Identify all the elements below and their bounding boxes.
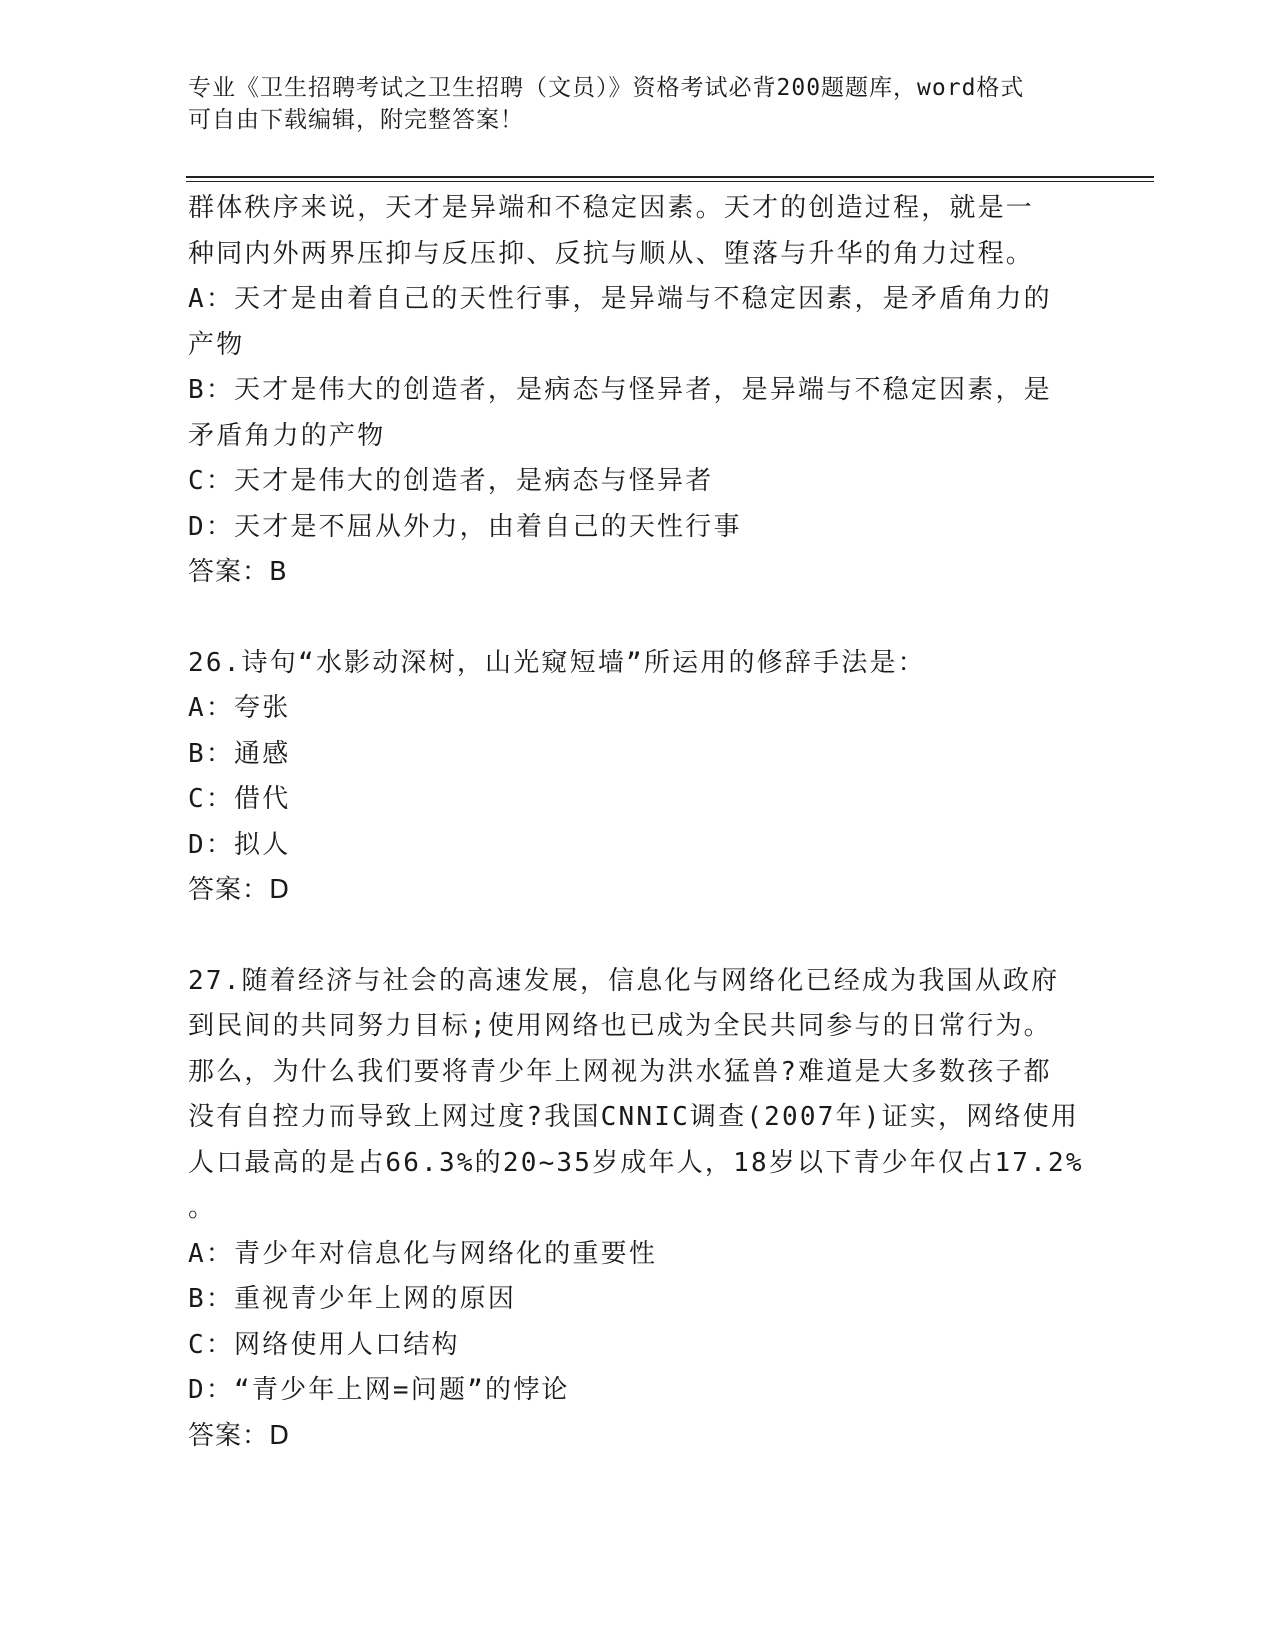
answer: 答案：D <box>188 875 291 905</box>
option-d: D：“青少年上网=问题”的悖论 <box>188 1375 570 1405</box>
option-a: A：天才是由着自己的天性行事，是异端与不稳定因素，是矛盾角力的 <box>188 284 1052 314</box>
option-b: B：天才是伟大的创造者，是病态与怪异者，是异端与不稳定因素，是 <box>188 375 1052 405</box>
question-stem-line: 种同内外两界压抑与反压抑、反抗与顺从、堕落与升华的角力过程。 <box>188 238 1035 269</box>
question-25 <box>188 186 1088 596</box>
answer: 答案：B <box>188 557 288 587</box>
option-a: A：夸张 <box>188 693 291 723</box>
spacer <box>188 914 1088 959</box>
document-header <box>188 72 1068 136</box>
question-stem: 26.诗句“水影动深树，山光窥短墙”所运用的修辞手法是： <box>188 647 926 678</box>
question-stem-line: 27.随着经济与社会的高速发展，信息化与网络化已经成为我国从政府 <box>188 965 1060 996</box>
question-26 <box>188 641 1088 914</box>
option-c: C：借代 <box>188 784 291 814</box>
option-b: B：通感 <box>188 738 291 769</box>
header-line-1: 专业《卫生招聘考试之卫生招聘（文员）》资格考试必背200题题库，word格式 <box>188 75 1025 101</box>
document-body <box>188 186 1088 1459</box>
option-d: D：拟人 <box>188 829 291 860</box>
question-stem-line: 到民间的共同努力目标;使用网络也已成为全民共同参与的日常行为。 <box>188 1011 1052 1041</box>
question-stem-line: 没有自控力而导致上网过度?我国CNNIC调查(2007年)证实，网络使用 <box>188 1102 1080 1132</box>
option-a-continued: 产物 <box>188 329 245 360</box>
question-27 <box>188 959 1088 1460</box>
question-stem-line: 。 <box>188 1193 217 1223</box>
header-line-2: 可自由下载编辑，附完整答案！ <box>188 107 524 133</box>
spacer <box>188 596 1088 641</box>
header-rule-thin <box>186 181 1154 182</box>
option-c: C：网络使用人口结构 <box>188 1329 460 1360</box>
question-stem-line: 群体秩序来说，天才是异端和不稳定因素。天才的创造过程，就是一 <box>188 193 1035 223</box>
option-a: A：青少年对信息化与网络化的重要性 <box>188 1238 658 1269</box>
header-rule-thick <box>186 176 1154 178</box>
option-b-continued: 矛盾角力的产物 <box>188 420 386 451</box>
option-b: B：重视青少年上网的原因 <box>188 1284 517 1314</box>
question-stem-line: 人口最高的是占66.3%的20~35岁成年人，18岁以下青少年仅占17.2% <box>188 1147 1084 1178</box>
option-c: C：天才是伟大的创造者，是病态与怪异者 <box>188 466 714 496</box>
option-d: D：天才是不屈从外力，由着自己的天性行事 <box>188 511 742 542</box>
answer: 答案：D <box>188 1420 291 1451</box>
question-stem-line: 那么，为什么我们要将青少年上网视为洪水猛兽?难道是大多数孩子都 <box>188 1056 1052 1087</box>
